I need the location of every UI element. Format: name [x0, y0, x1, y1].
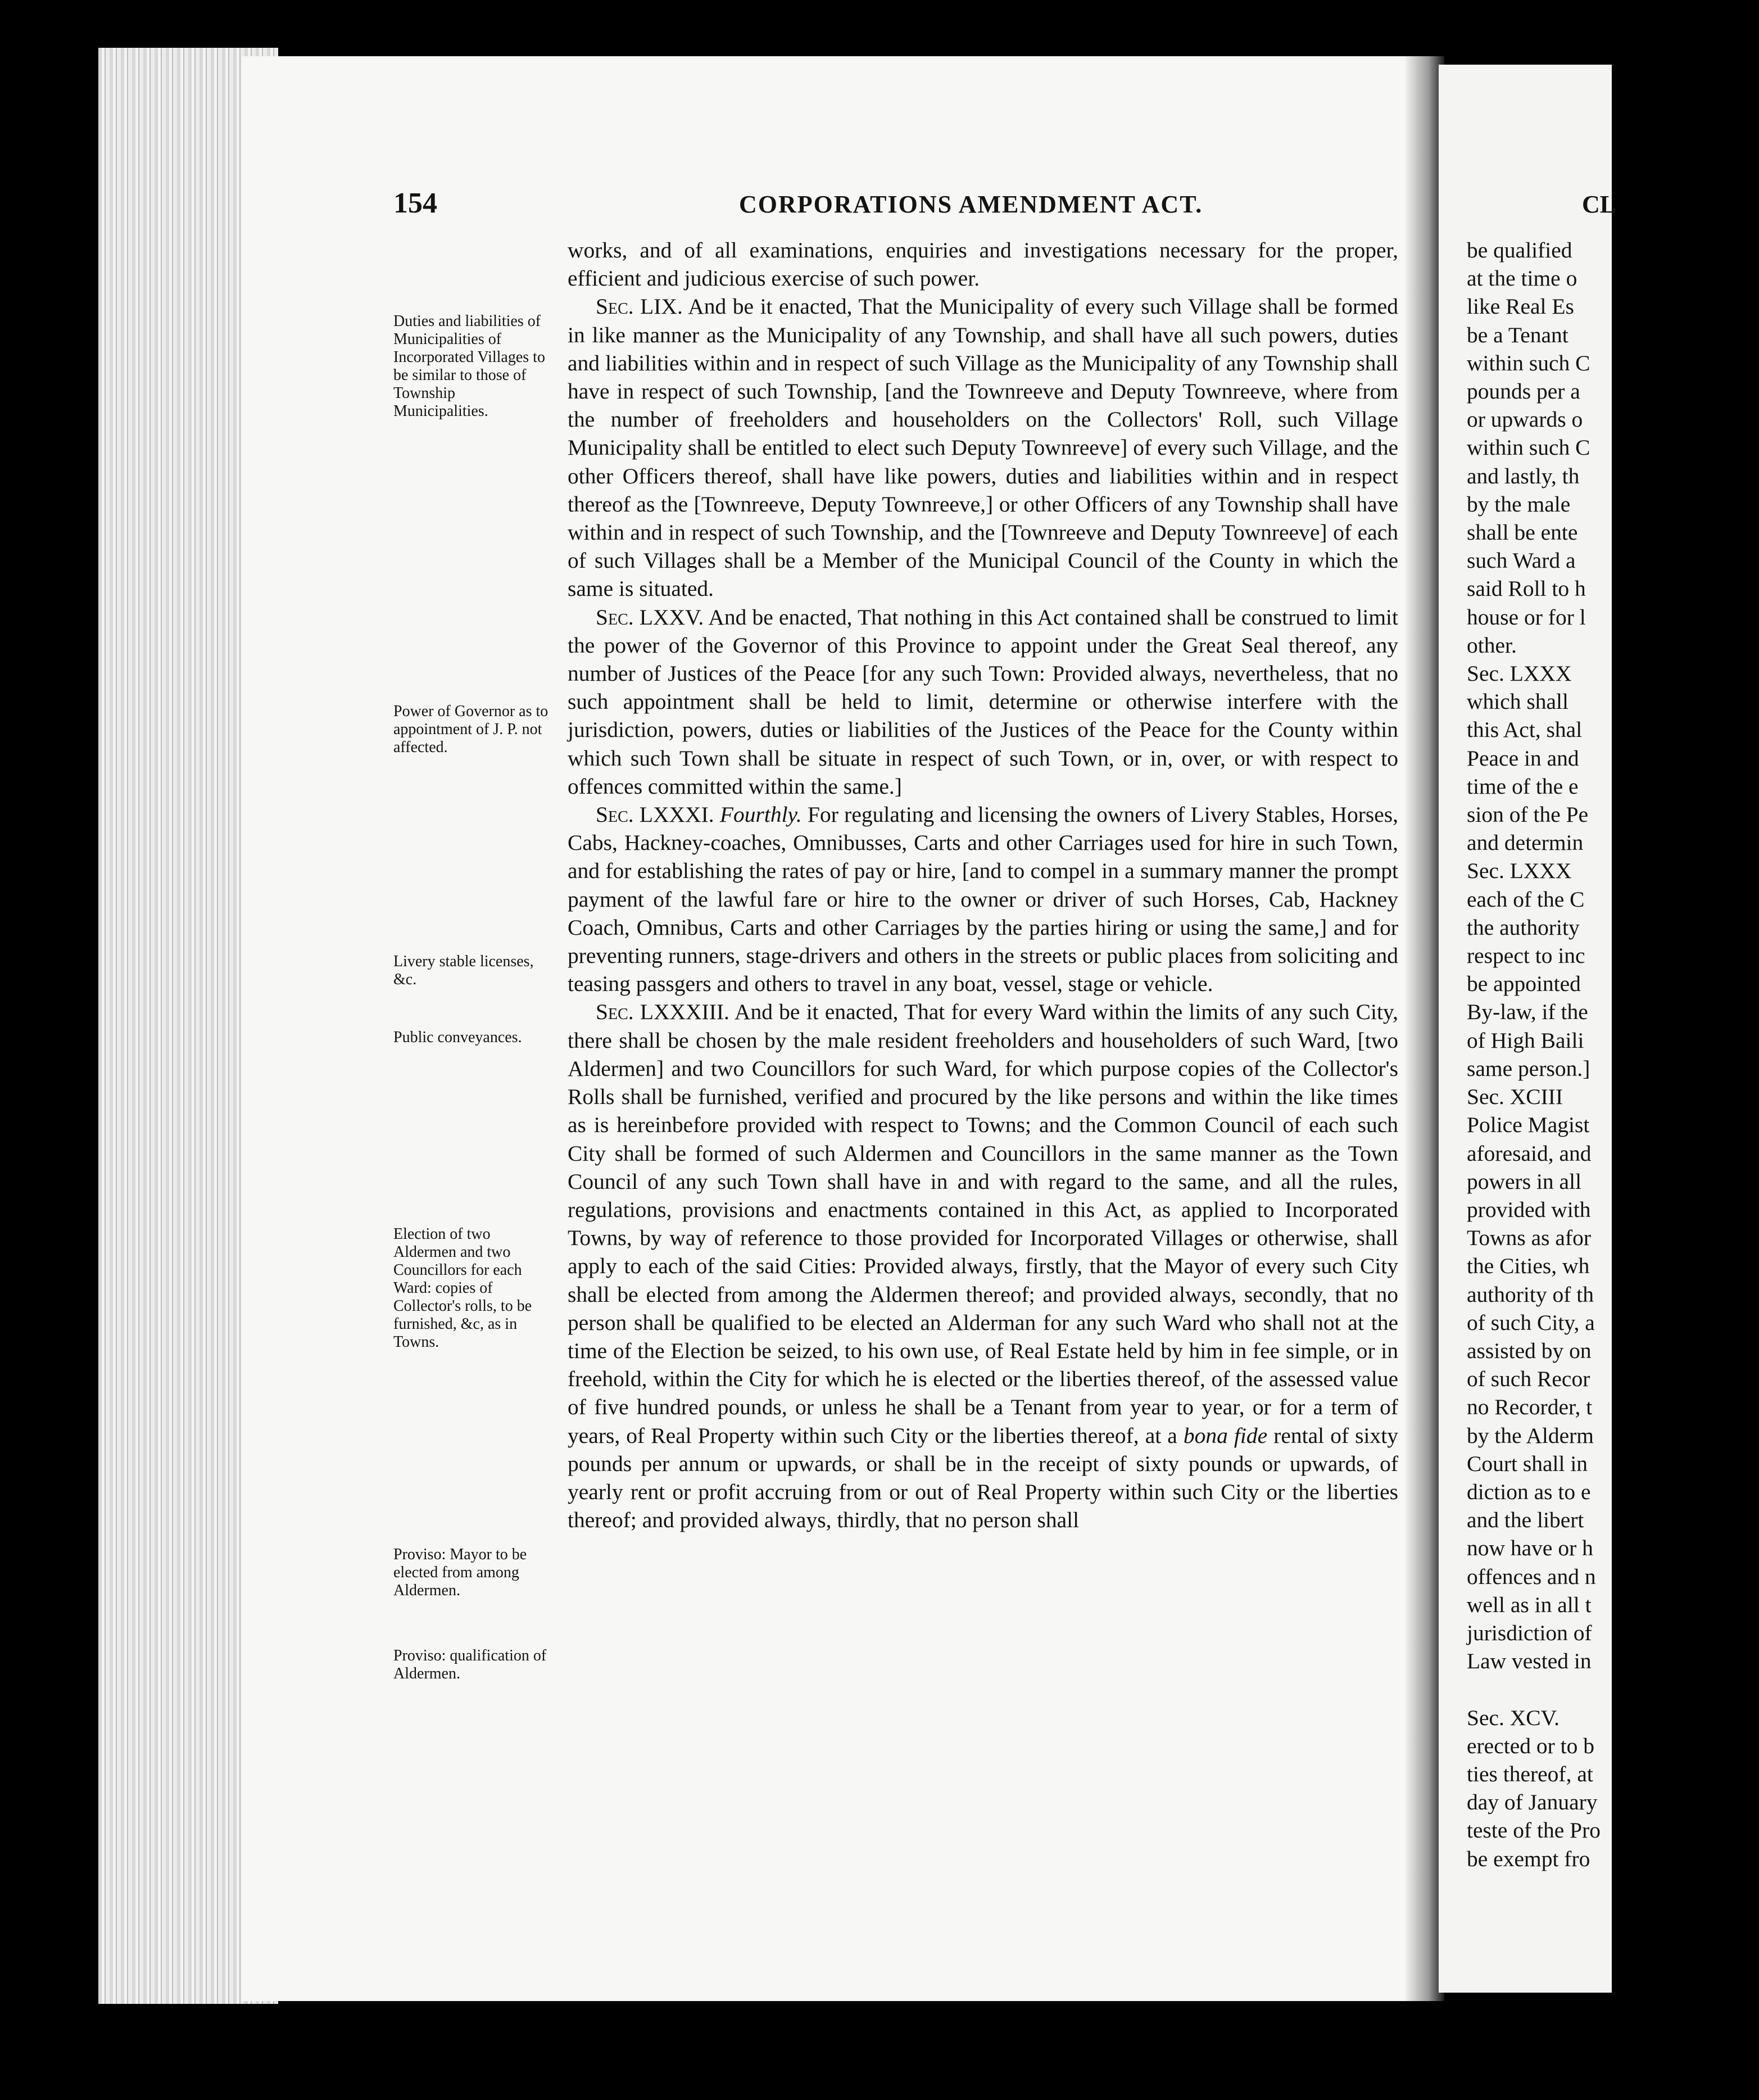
- next-page-line: within such C: [1467, 435, 1590, 460]
- next-page-line: By-law, if the: [1467, 999, 1588, 1025]
- next-page-line: be exempt fro: [1467, 1846, 1590, 1871]
- page-number: 154: [393, 187, 437, 219]
- section-emphasis: Fourthly.: [719, 802, 802, 827]
- next-page-line: Peace in and: [1467, 745, 1579, 771]
- next-page-line: or upwards o: [1467, 407, 1583, 432]
- next-page-line: each of the C: [1467, 886, 1585, 912]
- next-page-line: of High Baili: [1467, 1028, 1584, 1053]
- section-label: Sec. LXXV.: [596, 604, 704, 630]
- next-page-line: Towns as afor: [1467, 1225, 1592, 1251]
- next-page-line: respect to inc: [1467, 943, 1585, 968]
- next-page-line: provided with: [1467, 1197, 1591, 1222]
- next-page-line: authority of th: [1467, 1282, 1594, 1307]
- next-page-line: Police Magist: [1467, 1112, 1590, 1138]
- next-page-text: [1467, 236, 1759, 1873]
- margin-note-governor-power: Power of Governor as to appointment of J. P. not affected.: [393, 703, 548, 756]
- next-page-line: [1467, 1675, 1759, 1703]
- next-page-line: jurisdiction of: [1467, 1620, 1592, 1645]
- next-page-line: the authority: [1467, 915, 1580, 940]
- section-emphasis: bona fide: [1183, 1423, 1268, 1448]
- section-text: For regulating and licensing the owners of Livery Stables, Horses, Cabs, Hackney-coaches, Omnibusses, Carts and other Carriages used for hire in such Town, and for establishing the rates of pay or hire, [and to compel in a summary manner the prompt payment of the lawful fare or hire to the owner or driver of such Horses, Cab, Hackney Coach, Omnibus, Carts and other Carriages by the parties hiring or using the same,] and for preventing runners, stage-drivers and others in the streets or public places from soliciting and teasing passgers and others to travel in any boat, vessel, stage or vehicle.: [568, 802, 1399, 997]
- next-page-line: Sec. LXXX: [1467, 661, 1572, 686]
- next-page-line: erected or to b: [1467, 1733, 1595, 1758]
- next-page-line: and the libert: [1467, 1508, 1584, 1533]
- next-page-line: of such City, a: [1467, 1310, 1595, 1335]
- next-page-line: sion of the Pe: [1467, 802, 1589, 827]
- next-page-line: which shall: [1467, 689, 1569, 714]
- next-page-line: Court shall in: [1467, 1451, 1588, 1476]
- section-lxxxiii: [568, 998, 1398, 1534]
- next-page-line: this Act, shal: [1467, 717, 1583, 743]
- next-page-line: pounds per a: [1467, 379, 1580, 404]
- next-page-line: the Cities, wh: [1467, 1253, 1590, 1279]
- next-page-line: by the Alderm: [1467, 1423, 1594, 1448]
- next-page-line: day of January: [1467, 1790, 1598, 1815]
- next-page-line: of such Recor: [1467, 1366, 1590, 1392]
- next-page-line: teste of the Pro: [1467, 1818, 1601, 1843]
- section-label: Sec. LXXXI.: [596, 802, 714, 827]
- margin-note-livery-licenses: Livery stable licenses, &c.: [393, 953, 534, 988]
- next-page-line: powers in all: [1467, 1169, 1582, 1194]
- next-page-running-head: CL: [1582, 191, 1617, 218]
- next-page-line: well as in all t: [1467, 1592, 1592, 1617]
- running-head: CORPORATIONS AMENDMENT ACT.: [739, 191, 1203, 218]
- section-text-continued: rental of sixty pounds per annum or upwards, or shall be in the receipt of sixty pounds or upwards, of yearly rent or profit accruing from or out of Real Property within such City or the liberties thereof; and provided always, thirdly, that no person shall: [568, 1423, 1398, 1533]
- section-lxxv: [568, 603, 1398, 800]
- next-page-line: diction as to e: [1467, 1479, 1591, 1504]
- next-page-line: Sec. LXXX: [1467, 858, 1572, 884]
- next-page-line: Law vested in: [1467, 1649, 1592, 1674]
- next-page-line: offences and n: [1467, 1564, 1596, 1589]
- main-text-column: [568, 236, 1398, 1534]
- next-page-line: house or for l: [1467, 604, 1586, 630]
- next-page-line: same person.]: [1467, 1056, 1590, 1081]
- next-page-line: no Recorder, t: [1467, 1395, 1593, 1420]
- opening-paragraph: works, and of all examinations, enquiries and investigations necessary for the proper, efficient and judicious exercise of such power.: [568, 238, 1398, 291]
- next-page-line: at the time o: [1467, 266, 1577, 291]
- next-page-line: assisted by on: [1467, 1338, 1592, 1363]
- next-page-line: like Real Es: [1467, 294, 1574, 319]
- next-page-line: and determin: [1467, 830, 1584, 856]
- next-page-line: be a Tenant: [1467, 322, 1568, 347]
- next-page-line: such Ward a: [1467, 548, 1576, 573]
- next-page-line: aforesaid, and: [1467, 1140, 1592, 1166]
- margin-note-qualification-proviso: Proviso: qualification of Aldermen.: [393, 1647, 547, 1682]
- next-page-line: by the male: [1467, 491, 1571, 517]
- section-lix: [568, 292, 1398, 603]
- next-page-line: and lastly, th: [1467, 463, 1580, 488]
- next-page-line: within such C: [1467, 350, 1590, 375]
- next-page-line: ties thereof, at: [1467, 1761, 1593, 1786]
- next-page-line: said Roll to h: [1467, 576, 1586, 601]
- margin-note-village-duties: Duties and liabilities of Municipalities of Incorporated Villages to be similar to those of Township Municipalities.: [393, 313, 545, 420]
- next-page-line: other.: [1467, 632, 1517, 658]
- next-page-line: shall be ente: [1467, 520, 1578, 545]
- next-page-line: be qualified: [1467, 238, 1572, 262]
- section-text: And be enacted, That nothing in this Act contained shall be construed to limit the power of the Governor of this Province to appoint under the Great Seal thereof, any number of Justices of the Peace [for any such Town: Provided always, nevertheless, that no such appointment shall be held to limit, determine or otherwise interfere with the jurisdiction, powers, duties or liabilities of the Justices of the Peace for the County within which such Town shall be situate in respect of such Town, or in, over, or with respect to offences committed within the same.]: [568, 604, 1398, 799]
- margin-note-mayor-proviso: Proviso: Mayor to be elected from among Aldermen.: [393, 1546, 527, 1599]
- margin-note-aldermen-election: Election of two Aldermen and two Councillors for each Ward: copies of Collector's rolls, to be furnished, &c, as in Towns.: [393, 1225, 532, 1351]
- next-page-line: be appointed: [1467, 971, 1581, 997]
- section-text: And be it enacted, That for every Ward within the limits of any such City, there shall be chosen by the male resident freeholders and householders of such Ward, [two Aldermen] and two Councillors for such Ward, for which purpose copies of the Collector's Rolls shall be furnished, verified and procured by the like persons and within the like times as is hereinbefore provided with respect to Towns; and the Common Council of each such City shall be formed of such Aldermen and Councillors in the same manner as the Town Council of any such Town shall have in and with regard to the same, and all the rules, regulations, provisions and enactments contained in this Act, as applied to Incorporated Towns, by way of reference to those provided for Incorporated Villages or otherwise, shall apply to each of the said Cities: Provided always, firstly, that the Mayor of every such City shall be elected from among the Aldermen thereof; and provided always, secondly, that no person shall be qualified to be elected an Alderman for any such Ward who shall not at the time of the Election be seized, to his own use, of Real Estate held by him in fee simple, or in freehold, within the City for which he is elected or the liberties thereof, of the assessed value of five hundred pounds, or unless he shall be a Tenant from year to year, or for a term of years, of Real Property within such City or the liberties thereof, at a: [568, 999, 1398, 1448]
- next-page-line: Sec. XCIII: [1467, 1084, 1563, 1110]
- next-page-line: time of the e: [1467, 773, 1579, 799]
- section-text: And be it enacted, That the Municipality of every such Village shall be formed in like manner as the Municipality of any Township, and shall have all such powers, duties and liabilities within and in respect of such Village as the Municipality of any Township shall have in respect of such Township, [and the Townreeve and Deputy Townreeve, where from the number of freeholders and householders on the Collectors' Roll, such Village Municipality shall be entitled to elect such Deputy Townreeve] of every such Village, and the other Officers thereof, shall have like powers, duties and liabilities within and in respect thereof as the [Townreeve, Deputy Townreeve,] or other Officers of any Township shall have within and in respect of such Township, and the [Townreeve and Deputy Townreeve] of each of such Villages shall be a Member of the Municipal Council of the County in which the same is situated.: [568, 294, 1398, 601]
- section-label: Sec. LIX.: [596, 294, 683, 319]
- next-page-line: now have or h: [1467, 1536, 1593, 1561]
- margin-note-public-conveyances: Public conveyances.: [393, 1029, 522, 1046]
- section-lxxxi: [568, 800, 1398, 998]
- section-label: Sec. LXXXIII.: [596, 999, 729, 1025]
- next-page-line: Sec. XCV.: [1467, 1705, 1559, 1730]
